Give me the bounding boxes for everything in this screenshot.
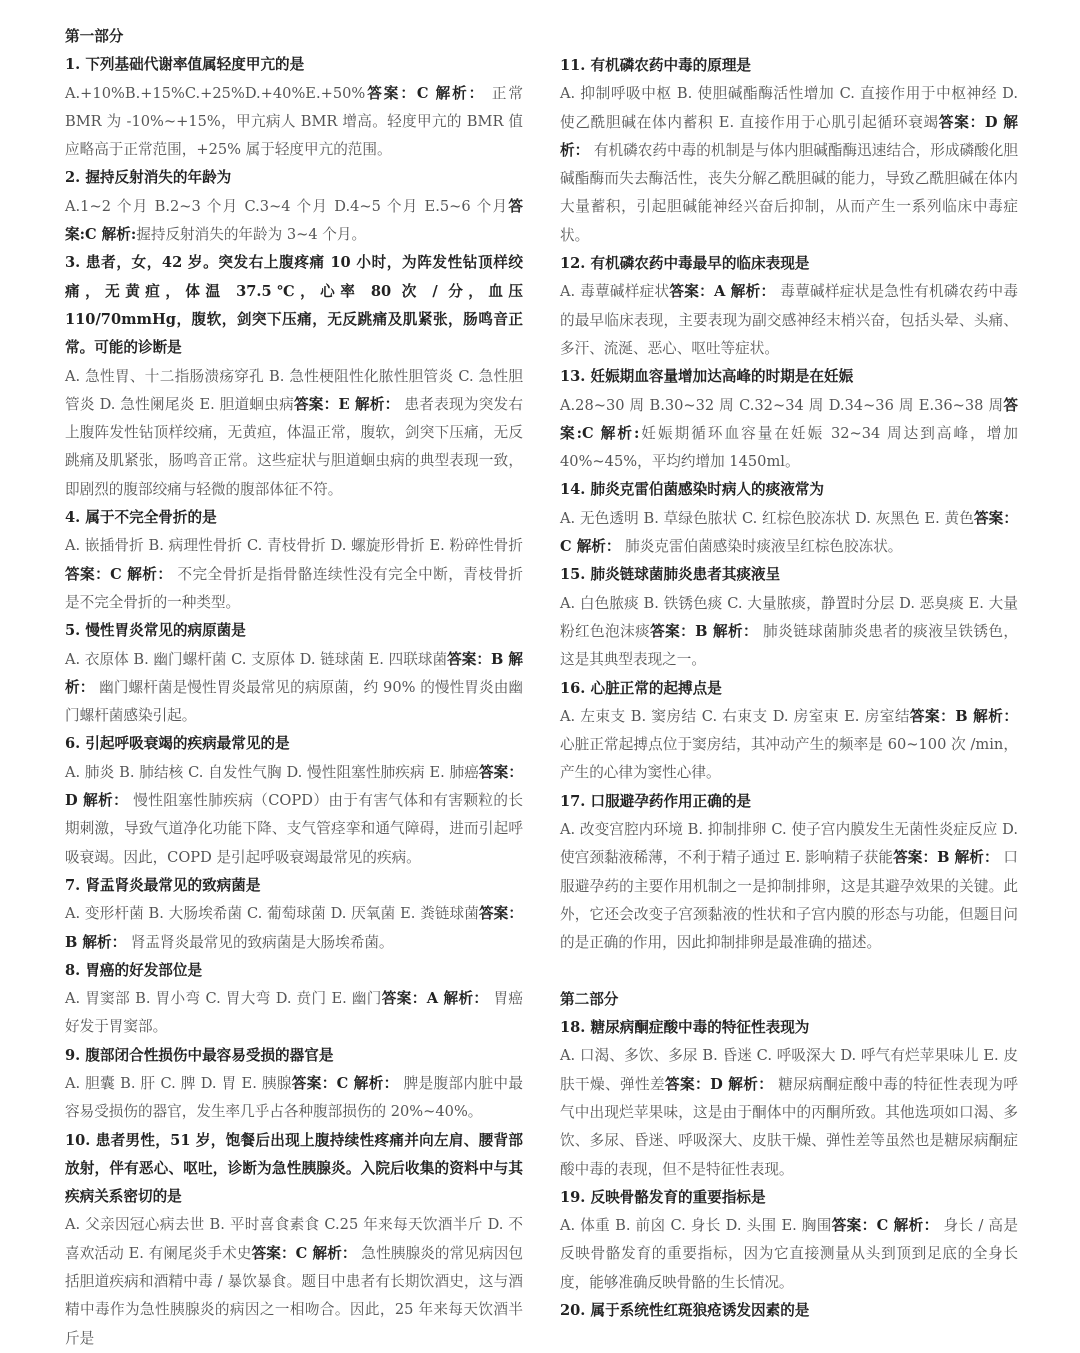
question-options: A. 改变宫腔内环境 B. 抑制排卵 C. 使子宫内膜发生无菌性炎症反应 D. 使宫颈黏液稀薄，不利于精子通过 E. 影响精子获能 [560, 821, 1018, 867]
answer-label: 答案：B 解析： [909, 707, 1018, 725]
answer-label: 答案:C 解析: [560, 396, 1018, 442]
answer-label: 答案：D 解析： [560, 113, 1018, 159]
question-stem: 9. 腹部闭合性损伤中最容易受损的器官是 [65, 1046, 334, 1064]
question-stem: 18. 糖尿病酮症酸中毒的特征性表现为 [560, 1019, 810, 1037]
question-item [560, 250, 1018, 363]
section-heading: 第二部分 [560, 990, 619, 1008]
question-item [560, 363, 1018, 476]
question-answer-block [65, 900, 523, 957]
question-options: A. 胃窦部 B. 胃小弯 C. 胃大弯 D. 贲门 E. 幽门 [65, 990, 382, 1008]
answer-label: 答案：B 解析： [893, 849, 999, 867]
question-item [65, 617, 523, 730]
question-item [560, 1297, 1018, 1325]
question-options: A. 肺炎 B. 肺结核 C. 自发性气胸 D. 慢性阻塞性肺疾病 E. 肺癌 [65, 763, 479, 781]
question-item [560, 52, 1018, 250]
question-options: A. 抑制呼吸中枢 B. 使胆碱酯酶活性增加 C. 直接作用于中枢神经 D. 使乙酰胆碱在体内蓄积 E. 直接作用于心肌引起循环衰竭 [560, 85, 1018, 131]
question-stem: 12. 有机磷农药中毒最早的临床表现是 [560, 255, 810, 273]
answer-label: 答案：A 解析： [669, 283, 776, 301]
question-stem: 17. 口服避孕药作用正确的是 [560, 792, 752, 810]
answer-analysis: 胃癌好发于胃窦部。 [65, 990, 524, 1036]
question-item [65, 730, 523, 871]
answer-analysis: 肺炎克雷伯菌感染时痰液呈红棕色胶冻状。 [620, 538, 903, 556]
answer-label: 答案：B 解析： [65, 905, 523, 951]
answer-analysis: 身长 / 高是反映骨骼发育的重要指标，因为它直接测量从头到顶到足底的全身长度，能够准确反映骨骼的生长情况。 [560, 1217, 1018, 1291]
answer-label: 答案：C 解析： [65, 565, 173, 583]
question-item [65, 1127, 523, 1353]
answer-analysis: 慢性阻塞性肺疾病（COPD）由于有害气体和有害颗粒的长期刺激，导致气道净化功能下降、支气管痉挛和通气障碍，进而引起呼吸衰竭。因此，COPD 是引起呼吸衰竭最常见的疾病。 [65, 792, 523, 866]
question-options: A. 白色脓痰 B. 铁锈色痰 C. 大量脓痰，静置时分层 D. 恶臭痰 E. 大量粉红色泡沫痰 [560, 594, 1018, 640]
question-item [560, 1014, 1018, 1184]
question-answer-block [65, 1070, 523, 1127]
question-item [65, 872, 523, 957]
question-answer-block [65, 759, 523, 872]
question-answer-block [560, 392, 1018, 477]
section-heading: 第一部分 [65, 28, 124, 45]
question-stem: 14. 肺炎克雷伯菌感染时病人的痰液常为 [560, 481, 824, 499]
answer-analysis: 肾盂肾炎最常见的致病菌是大肠埃希菌。 [126, 933, 394, 951]
question-stem: 20. 属于系统性红斑狼疮诱发因素的是 [560, 1302, 810, 1320]
question-stem: 2. 握持反射消失的年龄为 [65, 169, 232, 187]
question-answer-block [65, 646, 523, 731]
answer-label: 答案：E 解析： [293, 395, 400, 413]
question-stem: 3. 患者，女，42 岁。突发右上腹疼痛 10 小时，为阵发性钻顶样绞痛，无黄疸，体温 37.5℃，心率 80 次 / 分，血压 110/70mmHg，腹软，剑突下压痛，无反跳痛及肌紧张，肠鸣音正常。可能的诊断是 [65, 254, 523, 357]
answer-analysis: 毒蕈碱样症状是急性有机磷农药中毒的最早临床表现，主要表现为副交感神经末梢兴奋，包括头晕、头痛、多汗、流涎、恶心、呕吐等症状。 [560, 283, 1019, 357]
question-item [560, 675, 1018, 788]
answer-label: 答案：D 解析： [65, 763, 523, 810]
question-stem: 11. 有机磷农药中毒的原理是 [560, 57, 752, 74]
answer-label: 答案：C 解析： [291, 1074, 399, 1092]
question-item [65, 51, 523, 164]
answer-label: 答案：C 解析： [365, 84, 486, 102]
question-item [65, 249, 523, 504]
question-options: A. 毒蕈碱样症状 [560, 283, 670, 301]
question-options: A. 嵌插骨折 B. 病理性骨折 C. 青枝骨折 D. 螺旋形骨折 E. 粉碎性骨折 [65, 537, 523, 555]
answer-label: 答案：C 解析： [251, 1244, 357, 1262]
question-options: A. 体重 B. 前囟 C. 身长 D. 头围 E. 胸围 [560, 1217, 832, 1235]
question-options: A. 左束支 B. 窦房结 C. 右束支 D. 房室束 E. 房室结 [560, 707, 910, 725]
question-answer-block [65, 1211, 523, 1352]
spacer [560, 958, 1018, 986]
question-stem: 8. 胃癌的好发部位是 [65, 961, 203, 979]
right-column [560, 52, 1018, 1325]
answer-analysis: 脾是腹部内脏中最容易受损伤的器官，发生率几乎占各种腹部损伤的 20%~40%。 [65, 1074, 523, 1121]
answer-analysis: 不完全骨折是指骨骼连续性没有完全中断，青枝骨折是不完全骨折的一种类型。 [65, 565, 523, 611]
question-stem: 5. 慢性胃炎常见的病原菌是 [65, 622, 246, 640]
answer-label: 答案：C 解析： [831, 1217, 939, 1235]
answer-analysis: 肺炎链球菌肺炎患者的痰液呈铁锈色，这是其典型表现之一。 [560, 622, 1018, 669]
answer-analysis: 幽门螺杆菌是慢性胃炎最常见的病原菌，约 90% 的慢性胃炎由幽门螺杆菌感染引起。 [65, 678, 523, 725]
answer-analysis: 糖尿病酮症酸中毒的特征性表现为呼气中出现烂苹果味，这是由于酮体中的丙酮所致。其他选项如口渴、多饮、多尿、昏迷、呼吸深大、皮肤干燥、弹性差等虽然也是糖尿病酮症酸中毒的表现，但不是特征性表现。 [560, 1075, 1018, 1178]
question-stem: 10. 患者男性，51 岁，饱餐后出现上腹持续性疼痛并向左肩、腰背部放射，伴有恶心、呕吐，诊断为急性胰腺炎。入院后收集的资料中与其疾病关系密切的是 [65, 1131, 523, 1206]
answer-label: 答案：B 解析： [650, 622, 759, 640]
question-answer-block [65, 363, 523, 504]
question-item [560, 1184, 1018, 1297]
question-stem: 6. 引起呼吸衰竭的疾病最常见的是 [65, 735, 290, 753]
question-options: A.+10%B.+15%C.+25%D.+40%E.+50% [65, 84, 366, 102]
question-options: A. 口渴、多饮、多尿 B. 昏迷 C. 呼吸深大 D. 呼气有烂苹果味儿 E. 皮肤干燥、弹性差 [560, 1047, 1018, 1093]
answer-analysis: 患者表现为突发右上腹阵发性钻顶样绞痛，无黄疸，体温正常，腹软，剑突下压痛，无反跳痛及肌紧张，肠鸣音正常。这些症状与胆道蛔虫病的典型表现一致，即剧烈的腹部绞痛与轻微的腹部体征不符。 [65, 395, 524, 498]
question-answer-block [560, 80, 1018, 250]
question-answer-block [560, 590, 1018, 675]
answer-analysis: 握持反射消失的年龄为 3~4 个月。 [136, 226, 367, 244]
question-options: A. 衣原体 B. 幽门螺杆菌 C. 支原体 D. 链球菌 E. 四联球菌 [65, 650, 448, 668]
question-answer-block [65, 193, 523, 250]
answer-label: 答案：C 解析： [560, 509, 1018, 556]
question-answer-block [560, 816, 1018, 957]
answer-analysis: 口服避孕药的主要作用机制之一是抑制排卵，这是其避孕效果的关键。此外，它还会改变子宫颈黏液的性状和子宫内膜的形态与功能，但题目问的是正确的作用，因此抑制排卵是最准确的描述。 [560, 849, 1019, 952]
answer-analysis: 有机磷农药中毒的机制是与体内胆碱酯酶迅速结合，形成磷酸化胆碱酯酶而失去酶活性，丧失分解乙酰胆碱的能力，导致乙酰胆碱在体内大量蓄积，引起胆碱能神经兴奋后抑制，从而产生一系列临床中毒症状。 [560, 141, 1018, 244]
answer-label: 答案：A 解析： [381, 990, 489, 1008]
question-stem: 13. 妊娠期血容量增加达高峰的时期是在妊娠 [560, 368, 854, 386]
question-answer-block [560, 1212, 1018, 1297]
answer-label: 答案:C 解析: [65, 197, 523, 244]
question-item [560, 561, 1018, 674]
answer-analysis: 妊娠期循环血容量在妊娠 32~34 周达到高峰，增加 40%~45%，平均约增加 1450ml。 [560, 424, 1018, 471]
question-stem: 1. 下列基础代谢率值属轻度甲亢的是 [65, 56, 305, 74]
answer-analysis: 心脏正常起搏点位于窦房结，其冲动产生的频率是 60~100 次 /min，产生的心律为窦性心律。 [560, 736, 1018, 782]
question-answer-block [560, 703, 1018, 788]
question-stem: 4. 属于不完全骨折的是 [65, 509, 217, 527]
question-item [560, 476, 1018, 561]
question-answer-block [560, 1042, 1018, 1183]
question-answer-block [65, 532, 523, 617]
question-stem: 15. 肺炎链球菌肺炎患者其痰液呈 [560, 566, 781, 584]
left-column [65, 23, 523, 1353]
question-options: A. 父亲因冠心病去世 B. 平时喜食素食 C.25 年来每天饮酒半斤 D. 不喜欢活动 E. 有阑尾炎手术史 [65, 1216, 523, 1262]
question-item [560, 788, 1018, 958]
question-answer-block [560, 505, 1018, 562]
question-answer-block [560, 278, 1018, 363]
question-stem: 19. 反映骨骼发育的重要指标是 [560, 1188, 766, 1206]
question-options: A.1~2 个月 B.2~3 个月 C.3~4 个月 D.4~5 个月 E.5~6 个月 [65, 197, 509, 215]
question-item [65, 1042, 523, 1127]
question-stem: 16. 心脏正常的起搏点是 [560, 679, 722, 697]
question-item [65, 164, 523, 249]
question-options: A. 胆囊 B. 肝 C. 脾 D. 胃 E. 胰腺 [65, 1074, 292, 1092]
question-options: A. 急性胃、十二指肠溃疡穿孔 B. 急性梗阻性化脓性胆管炎 C. 急性胆管炎 D. 急性阑尾炎 E. 胆道蛔虫病 [65, 367, 523, 413]
answer-label: 答案：B 解析： [65, 650, 523, 696]
question-stem: 7. 肾盂肾炎最常见的致病菌是 [65, 876, 261, 894]
question-options: A. 无色透明 B. 草绿色脓状 C. 红棕色胶冻状 D. 灰黑色 E. 黄色 [560, 509, 974, 527]
answer-label: 答案：D 解析： [665, 1075, 774, 1093]
question-options: A.28~30 周 B.30~32 周 C.32~34 周 D.34~36 周 E.36~38 周 [560, 396, 1004, 414]
question-answer-block [65, 80, 523, 165]
question-item [65, 504, 523, 617]
question-answer-block [65, 985, 523, 1042]
question-item [65, 957, 523, 1042]
answer-analysis: 正常 BMR 为 -10%~+15%，甲亢病人 BMR 增高。轻度甲亢的 BMR 值应略高于正常范围，+25% 属于轻度甲亢的范围。 [65, 84, 524, 159]
answer-analysis: 急性胰腺炎的常见病因包括胆道疾病和酒精中毒 / 暴饮暴食。题目中患者有长期饮酒史，这与酒精中毒作为急性胰腺炎的病因之一相吻合。因此，25 年来每天饮酒半斤是 [65, 1244, 524, 1347]
question-options: A. 变形杆菌 B. 大肠埃希菌 C. 葡萄球菌 D. 厌氧菌 E. 粪链球菌 [65, 905, 479, 923]
